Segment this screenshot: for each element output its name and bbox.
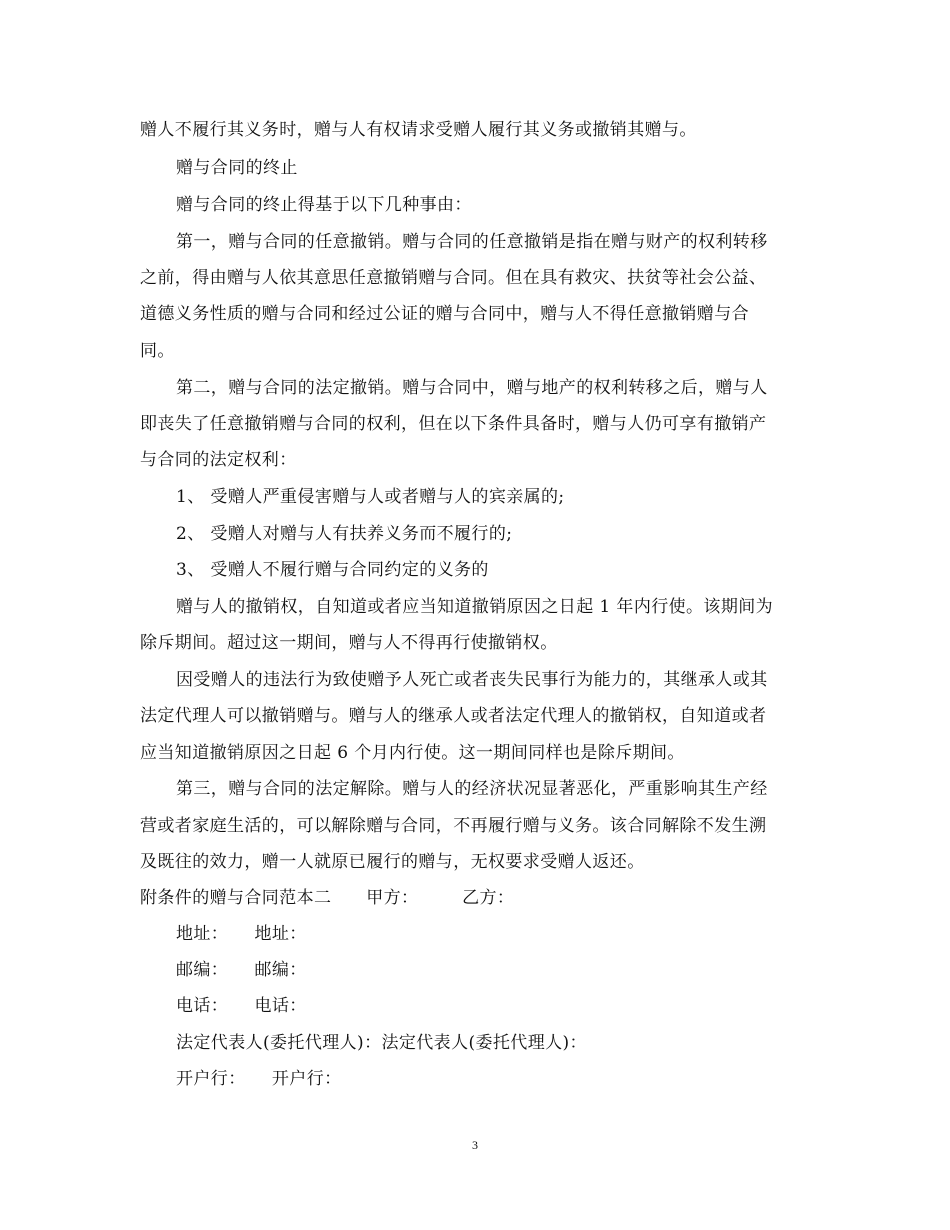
section-heading: 赠与合同的终止 bbox=[176, 158, 298, 178]
text-line: 营或者家庭生活的，可以解除赠与合同，不再履行赠与义务。该合同解除不发生溯 bbox=[140, 816, 767, 836]
list-item: 3、 受赠人不履行赠与合同约定的义务的 bbox=[176, 560, 489, 580]
text-line: 第三，赠与合同的法定解除。赠与人的经济状况显著恶化，严重影响其生产经 bbox=[176, 779, 768, 799]
text-line: 之前，得由赠与人依其意思任意撤销赠与合同。但在具有救灾、扶贫等社会公益、 bbox=[140, 268, 767, 288]
text-line: 即丧失了任意撤销赠与合同的权利，但在以下条件具备时，赠与人仍可享有撤销产 bbox=[140, 414, 767, 434]
bank-line: 开户行： 开户行： bbox=[176, 1069, 342, 1089]
list-item: 1、 受赠人严重侵害赠与人或者赠与人的宾亲属的; bbox=[176, 487, 565, 507]
text-line: 第一，赠与合同的任意撤销。赠与合同的任意撤销是指在赠与财产的权利转移 bbox=[176, 232, 768, 252]
text-line: 除斥期间。超过这一期间，赠与人不得再行使撤销权。 bbox=[140, 633, 558, 653]
text-line: 赠人不履行其义务时，赠与人有权请求受赠人履行其义务或撤销其赠与。 bbox=[140, 120, 697, 140]
postcode-line: 邮编： 邮编： bbox=[176, 960, 307, 980]
page-number: 3 bbox=[472, 1138, 478, 1152]
text-line: 赠与人的撤销权，自知道或者应当知道撤销原因之日起 1 年内行使。该期间为 bbox=[176, 597, 774, 617]
text-line: 与合同的法定权利： bbox=[140, 450, 297, 470]
text-line: 及既往的效力，赠一人就原已履行的赠与，无权要求受赠人返还。 bbox=[140, 852, 645, 872]
text-line: 第二，赠与合同的法定撤销。赠与合同中，赠与地产的权利转移之后，赠与人 bbox=[176, 378, 768, 398]
contract-title-line: 附条件的赠与合同范本二 甲方： 乙方： bbox=[140, 888, 515, 908]
text-line: 同。 bbox=[140, 341, 175, 361]
list-item: 2、 受赠人对赠与人有扶养义务而不履行的; bbox=[176, 524, 513, 544]
text-line: 应当知道撤销原因之日起 6 个月内行使。这一期间同样也是除斥期间。 bbox=[140, 743, 685, 763]
text-line: 因受赠人的违法行为致使赠予人死亡或者丧失民事行为能力的，其继承人或其 bbox=[176, 670, 768, 690]
text-line: 赠与合同的终止得基于以下几种事由： bbox=[176, 195, 472, 215]
text-line: 道德义务性质的赠与合同和经过公证的赠与合同中，赠与人不得任意撤销赠与合 bbox=[140, 304, 749, 324]
phone-line: 电话： 电话： bbox=[176, 996, 307, 1016]
text-line: 法定代理人可以撤销赠与。赠与人的继承人或者法定代理人的撤销权，自知道或者 bbox=[140, 706, 767, 726]
address-line: 地址： 地址： bbox=[176, 924, 307, 944]
legal-representative-line: 法定代表人(委托代理人)：法定代表人(委托代理人)： bbox=[176, 1033, 587, 1053]
